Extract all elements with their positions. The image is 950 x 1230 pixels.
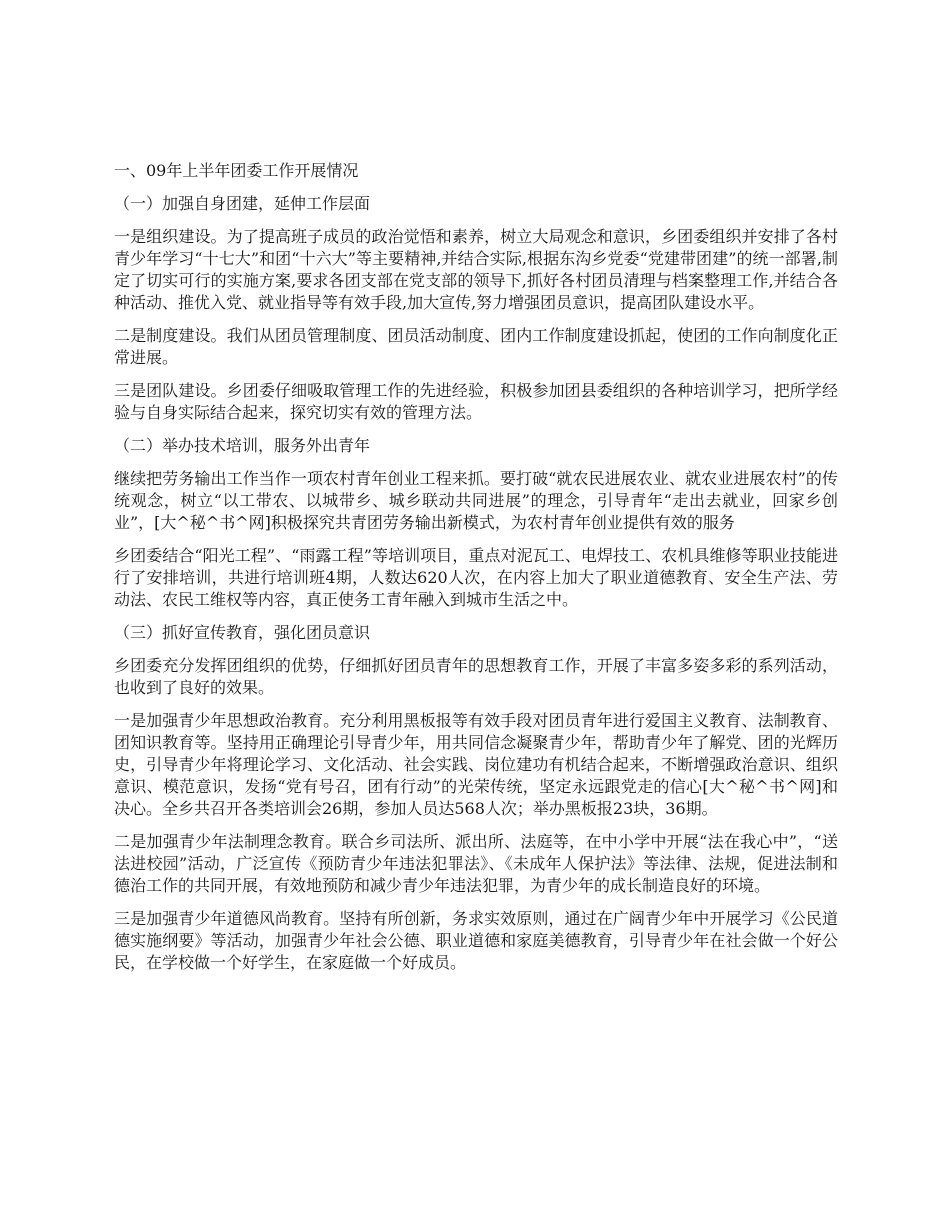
paragraph: 三是加强青少年道德风尚教育。坚持有所创新，务求实效原则，通过在广阔青少年中开展学习《公民道德实施纲要》等活动，加强青少年社会公德、职业道德和家庭美德教育，引导青少年在社会做一个好公民，在学校做一个好学生，在家庭做一个好成员。 — [114, 909, 838, 972]
document-title: 一、09年上半年团委工作开展情况 — [114, 161, 359, 180]
section-heading-3: （三）抓好宣传教育，强化团员意识 — [114, 623, 371, 642]
paragraph: 乡团委结合“阳光工程”、“雨露工程”等培训项目，重点对泥瓦工、电焊技工、农机具维修等职业技能进行了安排培训，共进行培训班4期，人数达620人次，在内容上加大了职业道德教育、安全生产法、劳动法、农民工维权等内容，真正使务工青年融入到城市生活之中。 — [114, 546, 838, 609]
paragraph: 继续把劳务输出工作当作一项农村青年创业工程来抓。要打破“就农民进展农业、就农业进展农村”的传统观念，树立“以工带农、以城带乡、城乡联动共同进展”的理念，引导青年“走出去就业，回家乡创业”，[大^秘^书^网]积极探究共青团劳务输出新模式，为农村青年创业提供有效的服务 — [114, 469, 838, 532]
paragraph: 二是加强青少年法制理念教育。联合乡司法所、派出所、法庭等，在中小学中开展“法在我心中”，“送法进校园”活动，广泛宣传《预防青少年违法犯罪法》、《未成年人保护法》等法律、法规，促进法制和德治工作的共同开展，有效地预防和减少青少年违法犯罪，为青少年的成长制造良好的环境。 — [114, 832, 838, 895]
section-heading-1: （一）加强自身团建，延伸工作层面 — [114, 194, 371, 213]
paragraph: 二是制度建设。我们从团员管理制度、团员活动制度、团内工作制度建设抓起，使团的工作向制度化正常进展。 — [114, 326, 838, 367]
section-heading-2: （二）举办技术培训，服务外出青年 — [114, 436, 371, 455]
document-body — [114, 160, 838, 985]
paragraph: 三是团队建设。乡团委仔细吸取管理工作的先进经验，积极参加团县委组织的各种培训学习，把所学经验与自身实际结合起来，探究切实有效的管理方法。 — [114, 381, 838, 422]
paragraph: 乡团委充分发挥团组织的优势，仔细抓好团员青年的思想教育工作，开展了丰富多姿多彩的系列活动，也收到了良好的效果。 — [114, 656, 838, 697]
paragraph: 一是组织建设。为了提高班子成员的政治觉悟和素养，树立大局观念和意识，乡团委组织并安排了各村青少年学习“十七大”和团“十六大”等主要精神,并结合实际,根据东沟乡党委“党建带团建”的统一部署,制定了切实可行的实施方案,要求各团支部在党支部的领导下,抓好各村团员清理与档案整理工作,并结合各种活动、推优入党、就业指导等有效手段,加大宣传,努力增强团员意识，提高团队建设水平。 — [114, 227, 838, 312]
paragraph: 一是加强青少年思想政治教育。充分利用黑板报等有效手段对团员青年进行爱国主义教育、法制教育、团知识教育等。坚持用正确理论引导青少年，用共同信念凝聚青少年，帮助青少年了解党、团的光辉历史，引导青少年将理论学习、文化活动、社会实践、岗位建功有机结合起来，不断增强政治意识、组织意识、模范意识，发扬“党有号召，团有行动”的光荣传统，坚定永远跟党走的信心[大^秘^书^网]和决心。全乡共召开各类培训会26期，参加人员达568人次；举办黑板报23块，36期。 — [114, 711, 838, 818]
